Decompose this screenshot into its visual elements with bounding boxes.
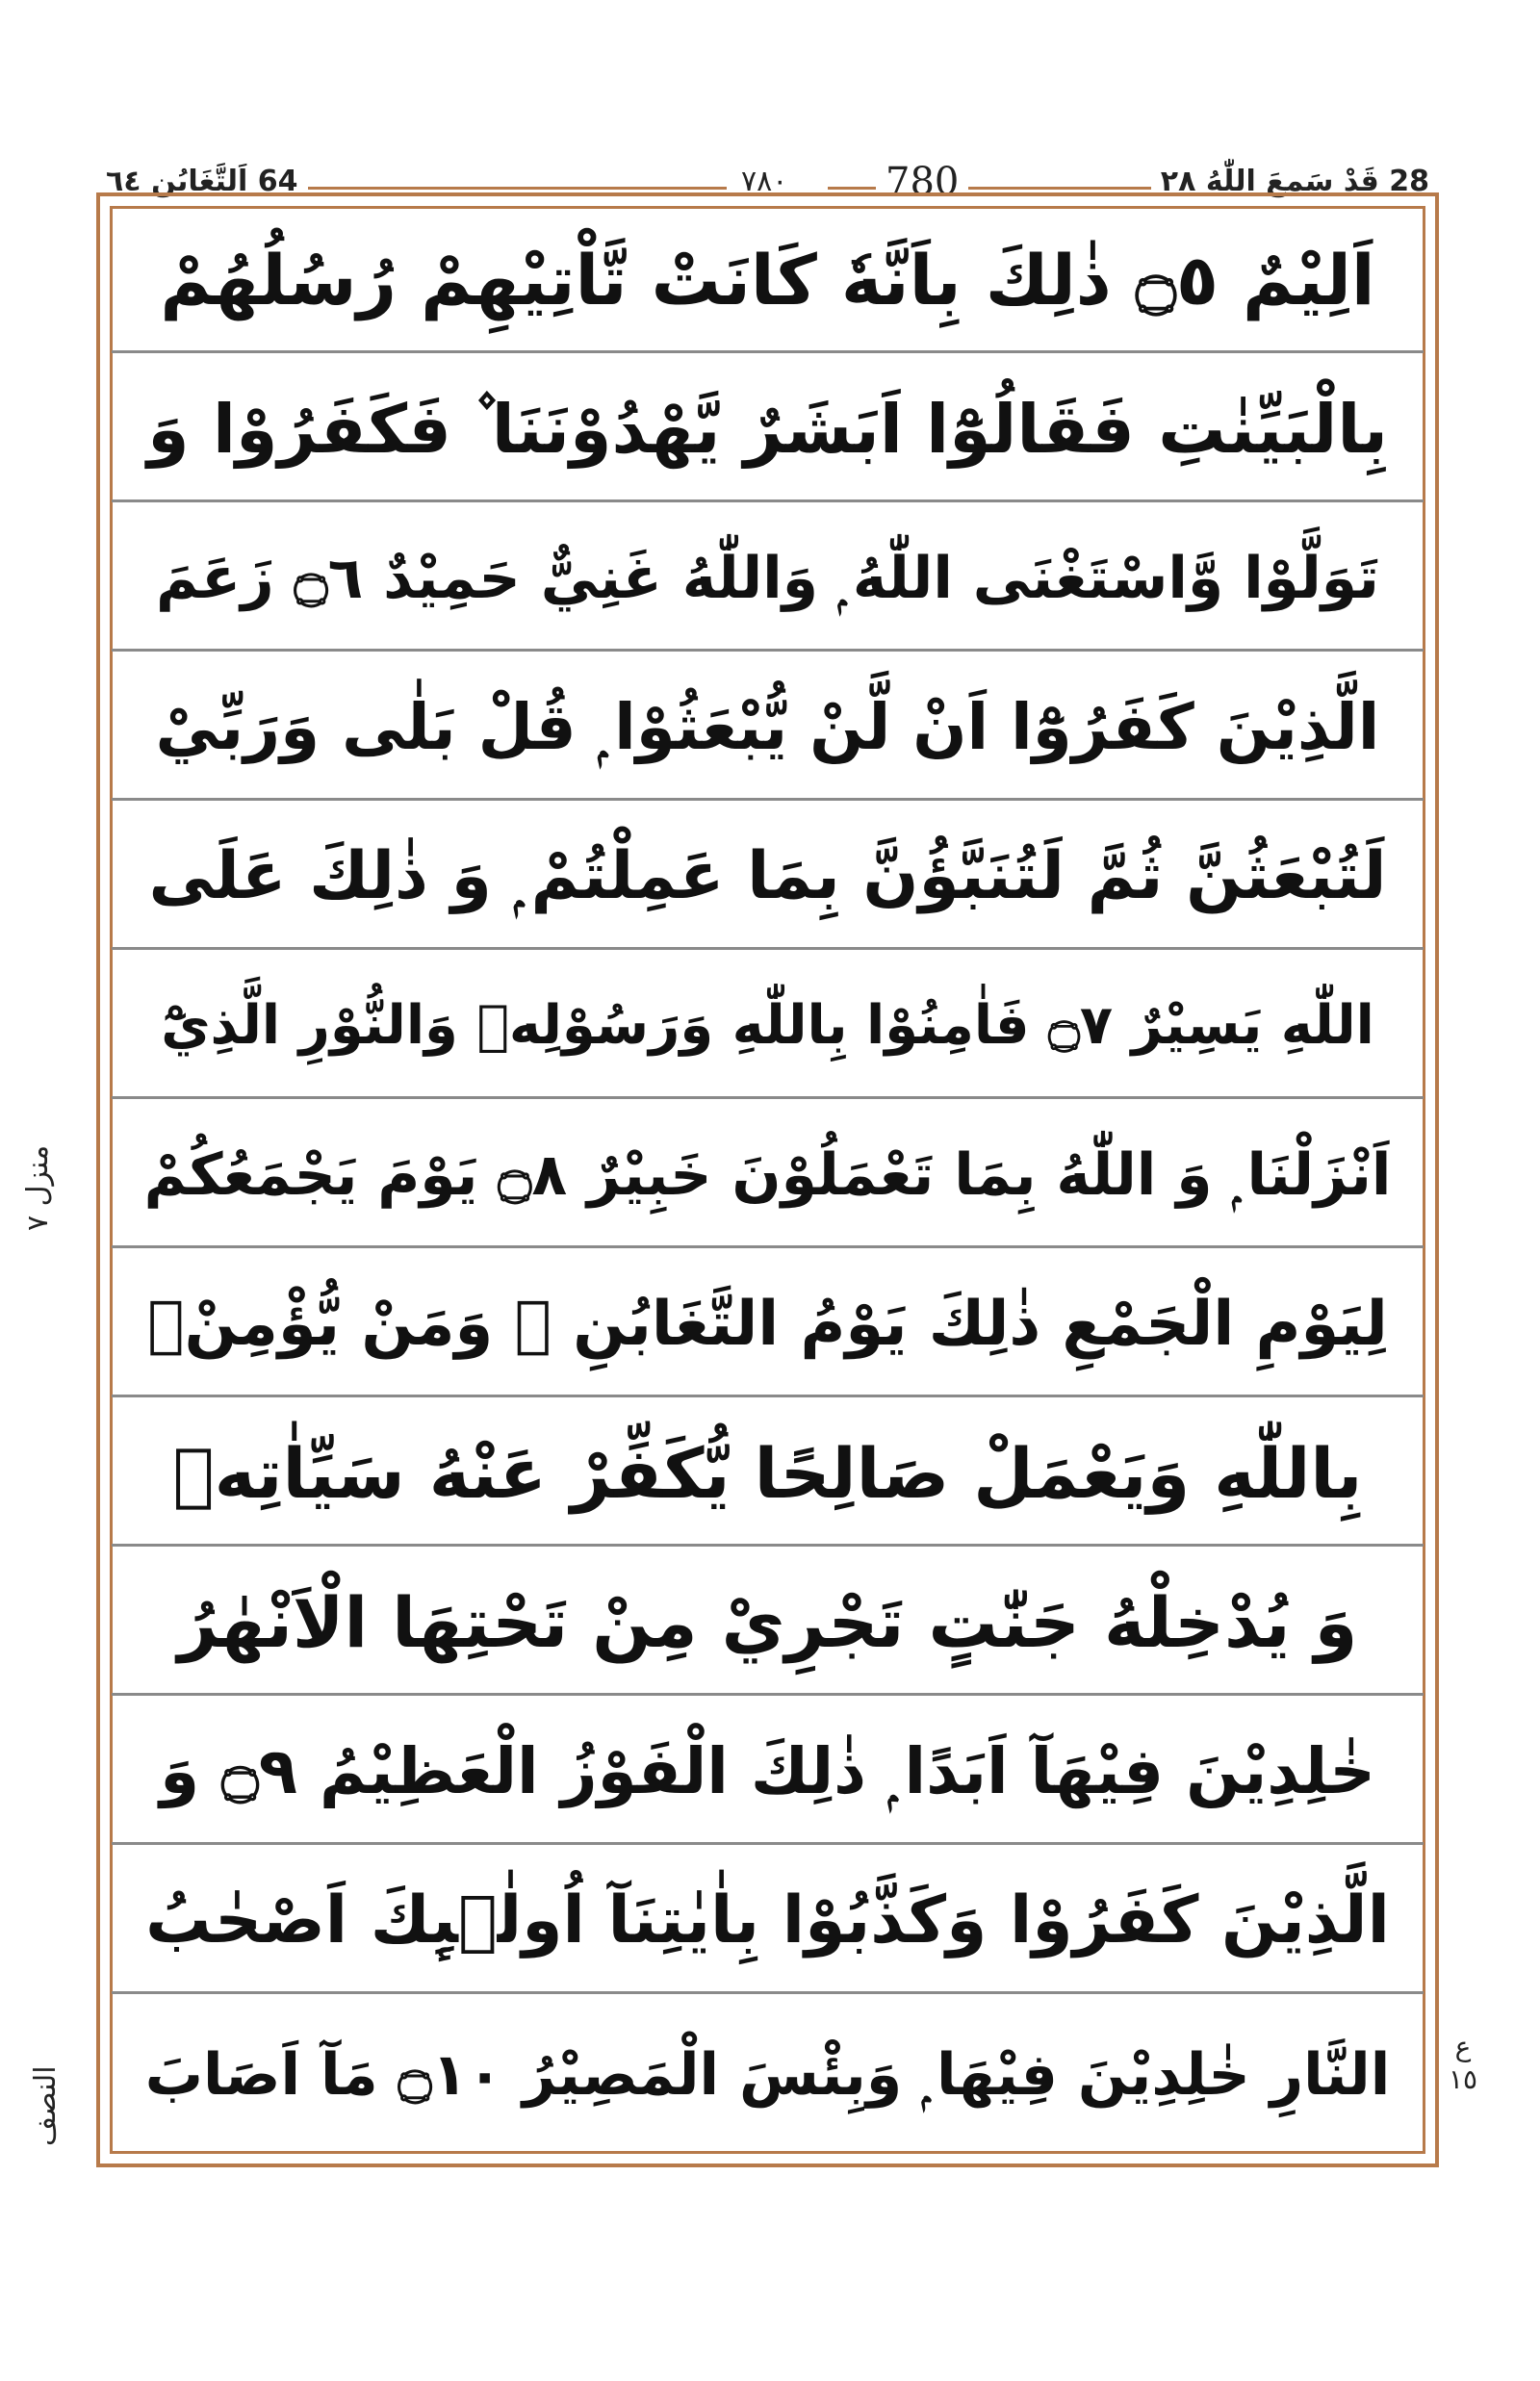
- verse-line-text: اَلِيْمٌ ۝٥ ذٰلِكَ بِاَنَّهٗ كَانَتْ تَّاْتِيْهِمْ رُسُلُهُمْ: [160, 239, 1375, 320]
- surah-label: 64 اَلتَّغَابُن ٦٤: [96, 158, 308, 206]
- verse-line-text: الَّذِيْنَ كَفَرُوْا وَكَذَّبُوْا بِاٰيٰتِنَآ اُولٰۗىِٕكَ اَصْحٰبُ: [145, 1882, 1390, 1959]
- verse-line: [112, 955, 1424, 1099]
- header-rule-mid: [828, 187, 876, 190]
- verse-line-text: اللّٰهِ يَسِيْرٌ ۝٧ فَاٰمِنُوْا بِاللّٰهِ وَرَسُوْلِهٖ وَالنُّوْرِ الَّذِيْٓ: [161, 993, 1374, 1057]
- ruku-marker: [1444, 2031, 1482, 2137]
- manzil-marker: منزل ٧: [21, 1145, 55, 1232]
- header-rule-left: [303, 187, 727, 190]
- verse-line: [112, 1104, 1424, 1248]
- verse-line-text: اَنْزَلْنَا ۭ وَ اللّٰهُ بِمَا تَعْمَلُوْنَ خَبِيْرٌ ۝٨ يَوْمَ يَجْمَعُكُمْ: [143, 1140, 1392, 1209]
- verse-line-text: النَّارِ خٰلِدِيْنَ فِيْهَا ۭ وَبِئْسَ الْمَصِيْرُ ۝١٠ مَآ اَصَابَ: [144, 2041, 1391, 2109]
- verse-line-text: لِيَوْمِ الْجَمْعِ ذٰلِكَ يَوْمُ التَّغَابُنِ ۭ وَمَنْ يُّؤْمِنْۢ: [147, 1288, 1388, 1360]
- verse-line: [112, 1253, 1424, 1397]
- verse-line: [112, 358, 1424, 502]
- verse-line: [112, 1402, 1424, 1547]
- ruku-symbol: ع: [1454, 2031, 1472, 2062]
- nisf-marker: النصف: [29, 2065, 63, 2146]
- verse-line: [112, 1701, 1424, 1845]
- verse-line-text: بِالْبَيِّنٰتِ فَقَالُوْٓا اَبَشَرٌ يَّهْدُوْنَنَا ۫ فَكَفَرُوْا وَ: [147, 389, 1388, 469]
- verse-line-text: لَتُبْعَثُنَّ ثُمَّ لَتُنَبَّؤُنَّ بِمَا عَمِلْتُمْ ۭ وَ ذٰلِكَ عَلَى: [148, 837, 1387, 914]
- verse-line-text: خٰلِدِيْنَ فِيْهَآ اَبَدًا ۭ ذٰلِكَ الْفَوْزُ الْعَظِيْمُ ۝٩ وَ: [160, 1733, 1375, 1808]
- verse-line: [112, 1999, 1424, 2151]
- para-label: 28 قَدْ سَمِعَ اللّٰهُ ٢٨: [1151, 158, 1439, 206]
- verse-line-text: الَّذِيْنَ كَفَرُوْٓا اَنْ لَّنْ يُّبْعَثُوْا ۭ قُلْ بَلٰى وَرَبِّيْ: [155, 689, 1380, 764]
- verse-line: [112, 507, 1424, 652]
- verse-line: [112, 806, 1424, 950]
- verse-line-text: تَوَلَّوْا وَّاسْتَغْنَى اللّٰهُ ۭ وَاللّٰهُ غَنِيٌّ حَمِيْدٌ ۝٦ زَعَمَ: [156, 544, 1379, 612]
- page-number-arabic: ٧٨٠: [732, 158, 797, 206]
- verse-line: [112, 1551, 1424, 1696]
- verse-line-text: وَ يُدْخِلْهُ جَنّٰتٍ تَجْرِيْ مِنْ تَحْتِهَا الْاَنْهٰرُ: [177, 1581, 1358, 1663]
- ruku-numbers: ١٥: [1448, 2063, 1478, 2095]
- page-number: 780: [876, 158, 968, 206]
- verse-line: [112, 1850, 1424, 1994]
- verse-line: [112, 209, 1424, 353]
- verse-line: [112, 656, 1424, 801]
- verse-line-text: بِاللّٰهِ وَيَعْمَلْ صَالِحًا يُّكَفِّرْ عَنْهُ سَيِّاٰتِهٖ: [172, 1432, 1363, 1514]
